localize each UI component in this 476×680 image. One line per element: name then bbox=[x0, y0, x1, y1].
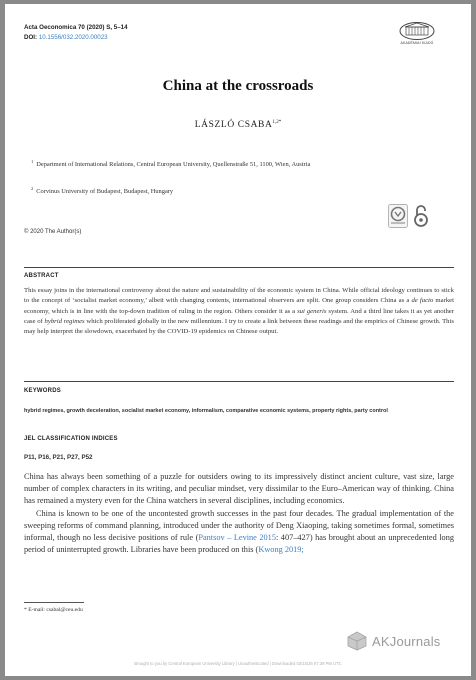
citation-kwong[interactable]: Kwong 2019; bbox=[258, 545, 304, 555]
copyright-notice: © 2020 The Author(s) bbox=[24, 229, 82, 235]
abstract-heading: ABSTRACT bbox=[24, 273, 59, 279]
body-paragraph-1: China has always been something of a puzzle for outsiders owing to its impressively distinct ancient culture, vast size, large number of complex characters in its writing, and peculiar mindset, very dissimilar to the Euro–American way of thinking. China has remained a mystery even for the China watchers in several disciplines, including economics. bbox=[24, 472, 454, 506]
author-name bbox=[5, 120, 471, 130]
jel-codes: P11, P16, P21, P27, P52 bbox=[24, 454, 93, 461]
doi-link[interactable]: 10.1556/032.2020.00023 bbox=[38, 34, 108, 41]
doi-label: DOI: bbox=[24, 34, 38, 41]
download-notice: Brought to you by Central European University Library | Unauthenticated | Downloaded 03/15/25 07:39 PM UTC bbox=[134, 661, 342, 666]
keywords-heading: KEYWORDS bbox=[24, 388, 61, 394]
article-page bbox=[5, 4, 471, 676]
footnote-email: * E-mail: csabal@ceu.edu bbox=[24, 607, 83, 613]
body-paragraph-2-segment-2: : 407–427) has brought about an unprecedented long period of uninterrupted growth. Libraries have been produced on this ( bbox=[24, 533, 454, 555]
abstract-segment-1: This essay joins in the international controversy about the nature and sustainability of the economic system in China. While official ideology continues to stick to the concept of ‘socialist market economy,’ albeit with changing contents, international observers are split. One group considers China as a bbox=[24, 287, 454, 305]
jel-heading: JEL CLASSIFICATION INDICES bbox=[24, 436, 118, 442]
abstract-segment-4: which proliferated globally in the new millennium. I try to create a link between these readings and the empirics of Chinese growth. This may help interpret the slowdown, exacerbated by the COVID-19 epidemics on Chinese output. bbox=[24, 317, 454, 336]
affiliation-1 bbox=[31, 157, 441, 170]
author-superscript: 1,2* bbox=[272, 120, 282, 125]
open-access-icons bbox=[388, 202, 428, 230]
akjournals-logo bbox=[346, 631, 440, 651]
akjournals-cube-icon bbox=[346, 631, 368, 651]
abstract-text bbox=[24, 286, 454, 337]
affiliation-2-number: 2 bbox=[31, 186, 34, 191]
abstract-italic-2: sui generis bbox=[297, 307, 327, 315]
abstract-segment-2: market economy, which is in line with the top-down tradition of ruling in the region. Others consider it as a bbox=[24, 297, 454, 315]
publisher-logo bbox=[390, 20, 444, 48]
keywords-list: hybrid regimes, growth deceleration, socialist market economy, informalism, comparative economic systems, property rights, party control bbox=[24, 408, 388, 414]
affiliation-2-text: Corvinus University of Budapest, Budapest, Hungary bbox=[36, 188, 174, 196]
open-access-lock-icon bbox=[414, 204, 428, 228]
abstract-rule bbox=[24, 267, 454, 268]
footnote-rule bbox=[24, 602, 84, 603]
abstract-segment-3: system. And a third line takes it as yet another case of bbox=[24, 307, 454, 325]
keywords-rule bbox=[24, 381, 454, 382]
crossmark-icon[interactable] bbox=[388, 204, 408, 228]
citation-pantsov-levine[interactable]: Pantsov – Levine 2015 bbox=[198, 533, 276, 543]
journal-citation: Acta Oeconomica 70 (2020) S, 5–14 bbox=[24, 24, 128, 31]
body-paragraph-2 bbox=[24, 508, 454, 557]
abstract-italic-1: de facto bbox=[411, 297, 434, 305]
body-text bbox=[24, 471, 454, 556]
doi-line bbox=[24, 34, 108, 41]
affiliation-1-number: 1 bbox=[31, 159, 34, 164]
publisher-logo-caption: AKADÉMIAI KIADÓ bbox=[400, 41, 434, 45]
abstract-italic-3: hybrid regimes bbox=[44, 317, 85, 325]
article-title: China at the crossroads bbox=[162, 78, 314, 94]
affiliation-1-text: Department of International Relations, Central European University, Quellenstraße 51, 1100, Wien, Austria bbox=[36, 161, 311, 169]
affiliation-2 bbox=[31, 184, 441, 197]
author-name-text: LÁSZLÓ CSABA bbox=[194, 120, 273, 131]
body-paragraph-2-segment-1: China is known to be one of the uncontested growth successes in the past four decades. The gradual implementation of the sweeping reforms of command planning, introduced under the authority of Deng Xiaoping, taking sometimes formal, sometimes informal, though no less decisive positions of rule ( bbox=[24, 508, 454, 543]
publisher-building-icon bbox=[390, 20, 444, 40]
akjournals-brand: AKJournals bbox=[372, 633, 441, 649]
